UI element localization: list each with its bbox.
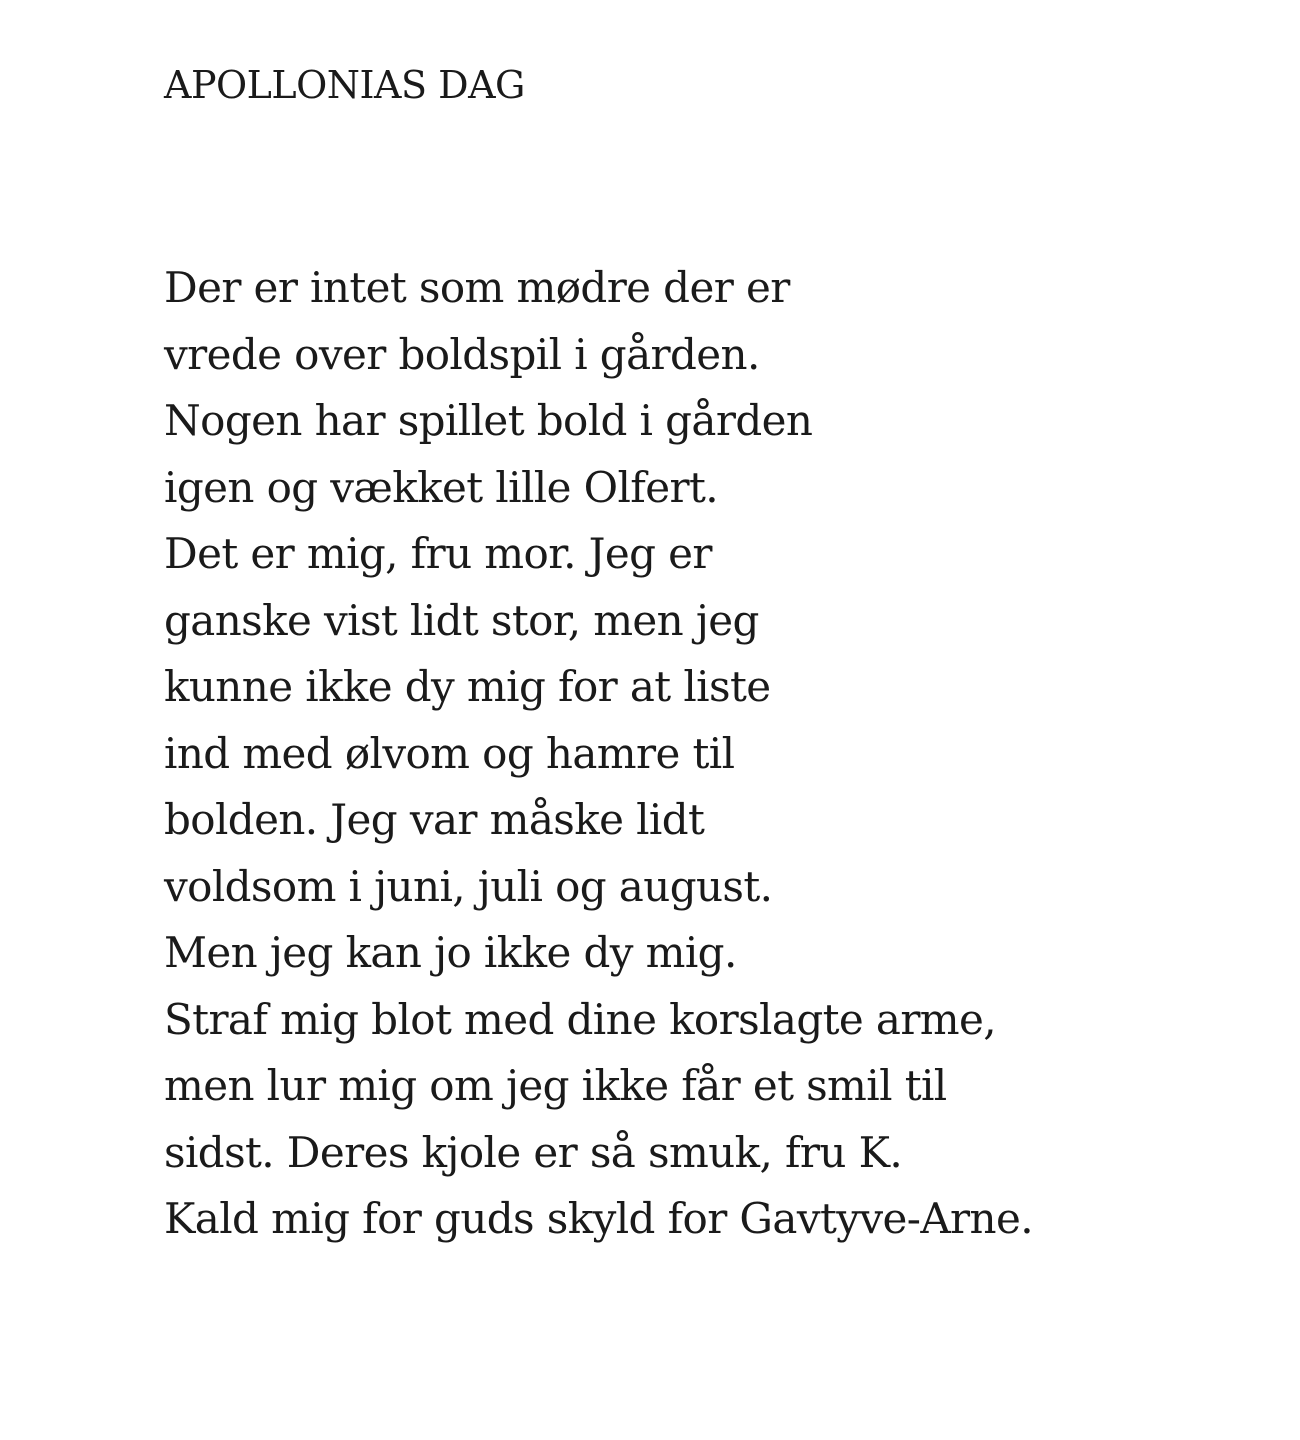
poem-line: ganske vist lidt stor, men jeg [164,595,759,645]
poem-line: kunne ikke dy mig for at liste [164,662,771,711]
poem-line: men lur mig om jeg ikke får et smil til [164,1061,947,1110]
poem-line: voldsom i juni, juli og august. [164,861,773,911]
poem-line: igen og vækket lille Olfert. [164,462,718,512]
poem-line: Nogen har spillet bold i gården [164,396,813,445]
poem-line: Men jeg kan jo ikke dy mig. [164,928,737,977]
poem-line: vrede over boldspil i gården. [164,329,760,379]
poem-line: Kald mig for guds skyld for Gavtyve-Arne. [164,1194,1033,1243]
poem-line: Straf mig blot med dine korslagte arme, [164,994,997,1044]
poem-line: Der er intet som mødre der er [164,263,790,312]
poem-stanza [164,255,1033,1253]
poem-line: sidst. Deres kjole er så smuk, fru K. [164,1127,903,1177]
poem-line: ind med ølvom og hamre til [164,728,735,778]
poem-title: APOLLONIAS DAG [164,63,525,107]
poem-line: Det er mig, fru mor. Jeg er [164,529,712,578]
poem-line: bolden. Jeg var måske lidt [164,795,705,844]
